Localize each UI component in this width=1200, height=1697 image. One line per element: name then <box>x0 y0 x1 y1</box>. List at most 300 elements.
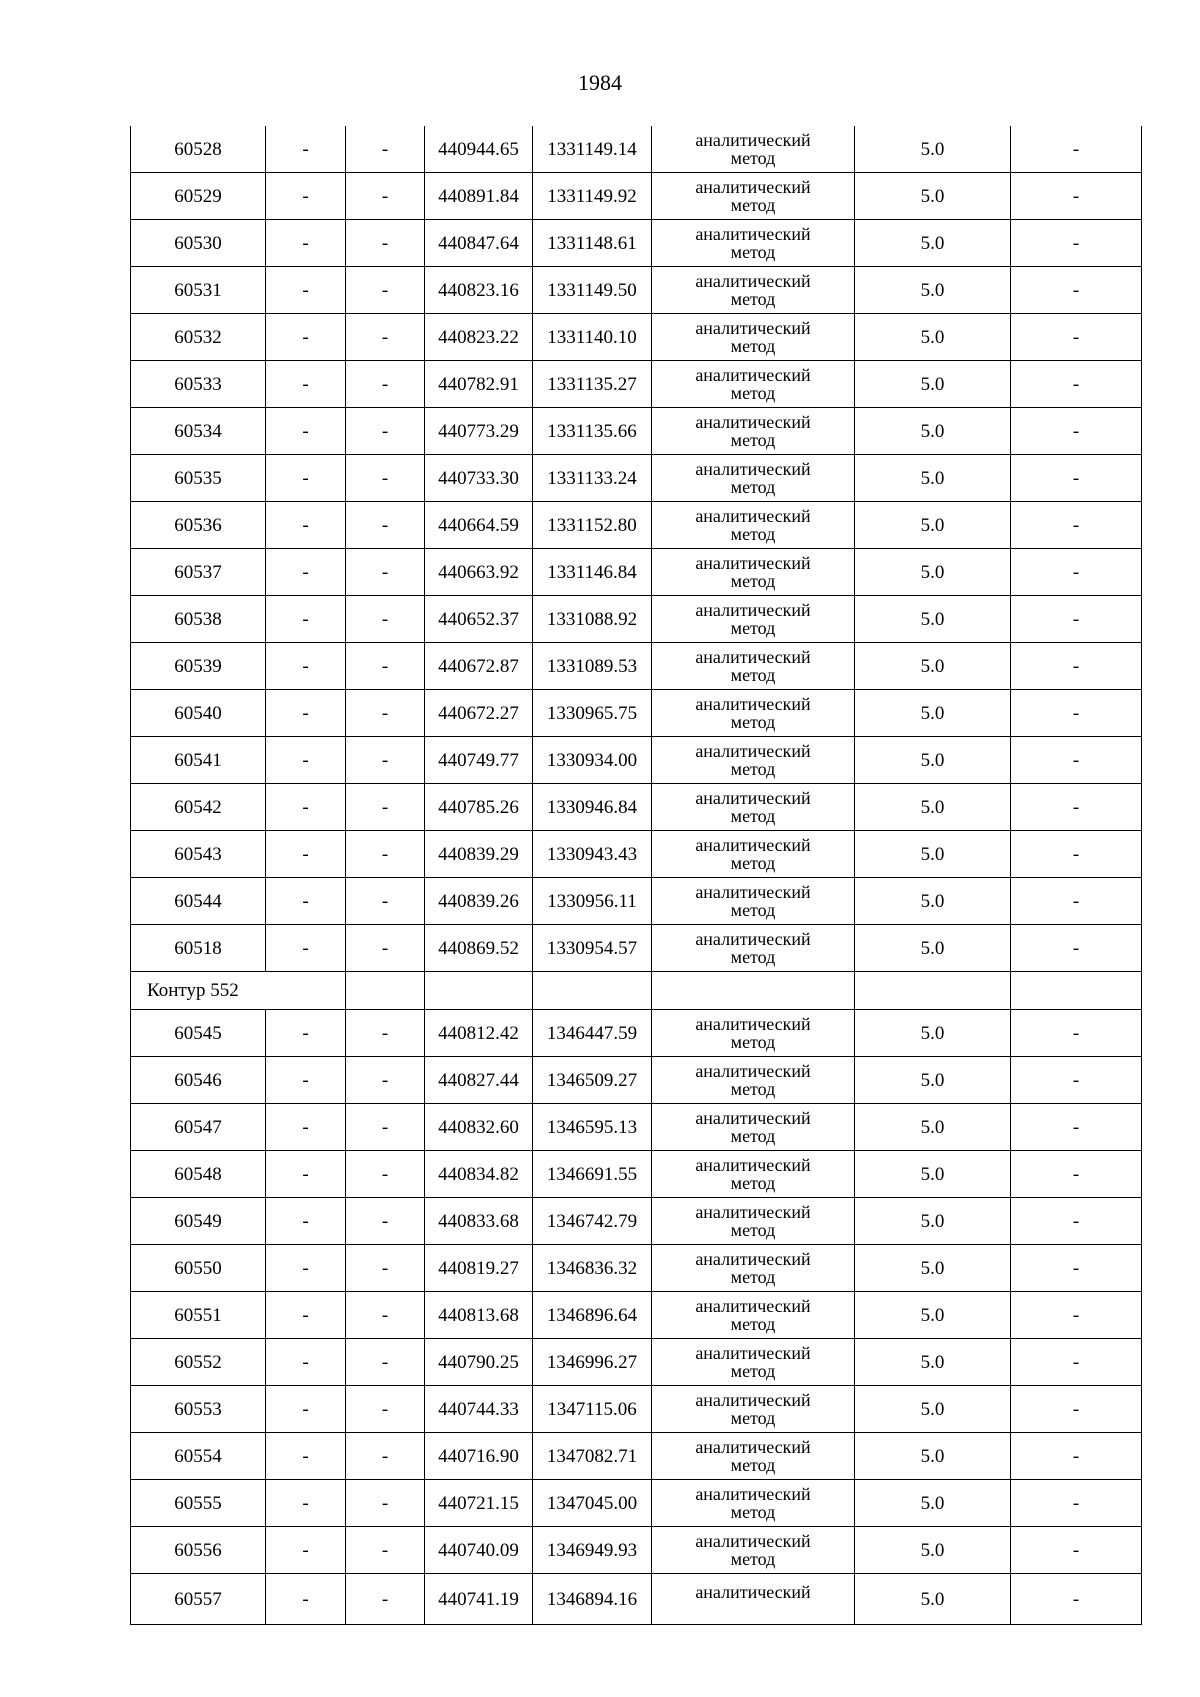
dash-cell: - <box>346 1245 425 1292</box>
point-number: 60544 <box>131 878 266 925</box>
method-cell <box>652 1386 855 1433</box>
method-line-2: метод <box>730 148 776 168</box>
accuracy: 5.0 <box>855 690 1011 737</box>
table-row <box>131 126 1142 173</box>
dash-cell: - <box>1011 1386 1142 1433</box>
dash-cell: - <box>1011 690 1142 737</box>
cell <box>1011 972 1142 1010</box>
dash-cell: - <box>1011 1527 1142 1574</box>
method-cell <box>652 878 855 925</box>
method-line-1: аналитический <box>695 1061 811 1081</box>
point-number: 60542 <box>131 784 266 831</box>
dash-cell: - <box>346 878 425 925</box>
table-row <box>131 925 1142 972</box>
dash-cell: - <box>266 878 346 925</box>
method-line-1: аналитический <box>695 271 811 291</box>
method-cell <box>652 690 855 737</box>
method-cell <box>652 643 855 690</box>
method-line-2: метод <box>730 1314 776 1334</box>
dash-cell: - <box>346 596 425 643</box>
x-coordinate: 440785.26 <box>425 784 533 831</box>
method-cell <box>652 1104 855 1151</box>
point-number: 60531 <box>131 267 266 314</box>
point-number: 60546 <box>131 1057 266 1104</box>
y-coordinate: 1331089.53 <box>533 643 652 690</box>
dash-cell: - <box>1011 1104 1142 1151</box>
dash-cell: - <box>1011 643 1142 690</box>
table-row <box>131 314 1142 361</box>
table-row <box>131 737 1142 784</box>
x-coordinate: 440813.68 <box>425 1292 533 1339</box>
accuracy: 5.0 <box>855 361 1011 408</box>
table-row <box>131 1574 1142 1625</box>
point-number: 60552 <box>131 1339 266 1386</box>
y-coordinate: 1346949.93 <box>533 1527 652 1574</box>
cell <box>533 972 652 1010</box>
accuracy: 5.0 <box>855 314 1011 361</box>
dash-cell: - <box>346 1151 425 1198</box>
method-line-2: метод <box>730 1079 776 1099</box>
method-line-1: аналитический <box>695 1390 811 1410</box>
dash-cell: - <box>346 1480 425 1527</box>
dash-cell: - <box>346 690 425 737</box>
table-row <box>131 1527 1142 1574</box>
dash-cell: - <box>346 549 425 596</box>
y-coordinate: 1331149.14 <box>533 126 652 173</box>
dash-cell: - <box>1011 314 1142 361</box>
dash-cell: - <box>1011 173 1142 220</box>
table-row <box>131 361 1142 408</box>
accuracy: 5.0 <box>855 408 1011 455</box>
method-line-2: метод <box>730 1502 776 1522</box>
x-coordinate: 440782.91 <box>425 361 533 408</box>
accuracy: 5.0 <box>855 267 1011 314</box>
point-number: 60518 <box>131 925 266 972</box>
accuracy: 5.0 <box>855 126 1011 173</box>
accuracy: 5.0 <box>855 502 1011 549</box>
dash-cell: - <box>266 314 346 361</box>
x-coordinate: 440790.25 <box>425 1339 533 1386</box>
point-number: 60550 <box>131 1245 266 1292</box>
cell <box>425 972 533 1010</box>
contour-points-group <box>131 1010 1142 1574</box>
method-cell <box>652 596 855 643</box>
dash-cell: - <box>1011 126 1142 173</box>
dash-cell: - <box>266 596 346 643</box>
accuracy: 5.0 <box>855 784 1011 831</box>
method-line-2: метод <box>730 477 776 497</box>
dash-cell: - <box>346 314 425 361</box>
cell <box>855 972 1011 1010</box>
point-number: 60538 <box>131 596 266 643</box>
dash-cell: - <box>1011 361 1142 408</box>
y-coordinate: 1331135.27 <box>533 361 652 408</box>
point-number: 60532 <box>131 314 266 361</box>
method-line-2: метод <box>730 947 776 967</box>
method-line-1: аналитический <box>695 412 811 432</box>
x-coordinate: 440832.60 <box>425 1104 533 1151</box>
table-row <box>131 643 1142 690</box>
dash-cell: - <box>1011 831 1142 878</box>
x-coordinate: 440672.27 <box>425 690 533 737</box>
method-line-2: метод <box>730 336 776 356</box>
point-number: 60555 <box>131 1480 266 1527</box>
x-coordinate: 440944.65 <box>425 126 533 173</box>
accuracy: 5.0 <box>855 1010 1011 1057</box>
dash-cell: - <box>1011 267 1142 314</box>
point-number: 60535 <box>131 455 266 502</box>
method-line-2: метод <box>730 806 776 826</box>
method-line-1: аналитический <box>695 177 811 197</box>
accuracy: 5.0 <box>855 831 1011 878</box>
point-number: 60528 <box>131 126 266 173</box>
x-coordinate: 440721.15 <box>425 1480 533 1527</box>
y-coordinate: 1346894.16 <box>533 1574 652 1625</box>
dash-cell: - <box>266 267 346 314</box>
dash-cell: - <box>346 455 425 502</box>
method-line-2: метод <box>730 1032 776 1052</box>
accuracy: 5.0 <box>855 549 1011 596</box>
method-cell <box>652 126 855 173</box>
method-cell: аналитический <box>652 1574 855 1625</box>
table-row <box>131 1198 1142 1245</box>
point-number: 60553 <box>131 1386 266 1433</box>
method-cell <box>652 1292 855 1339</box>
point-number: 60543 <box>131 831 266 878</box>
accuracy: 5.0 <box>855 878 1011 925</box>
point-number: 60537 <box>131 549 266 596</box>
table-row <box>131 596 1142 643</box>
accuracy: 5.0 <box>855 1527 1011 1574</box>
dash-cell: - <box>346 1104 425 1151</box>
dash-cell: - <box>1011 784 1142 831</box>
x-coordinate: 440733.30 <box>425 455 533 502</box>
point-number: 60551 <box>131 1292 266 1339</box>
method-line-2: метод <box>730 1361 776 1381</box>
table-row <box>131 1057 1142 1104</box>
point-number: 60536 <box>131 502 266 549</box>
contour-label: Контур 552 <box>131 972 346 1010</box>
method-cell <box>652 1339 855 1386</box>
point-number: 60529 <box>131 173 266 220</box>
x-coordinate: 440833.68 <box>425 1198 533 1245</box>
y-coordinate: 1331088.92 <box>533 596 652 643</box>
dash-cell: - <box>1011 1245 1142 1292</box>
method-line-1: аналитический <box>695 835 811 855</box>
dash-cell: - <box>266 1433 346 1480</box>
dash-cell: - <box>346 1339 425 1386</box>
x-coordinate: 440834.82 <box>425 1151 533 1198</box>
dash-cell: - <box>346 784 425 831</box>
dash-cell: - <box>1011 925 1142 972</box>
x-coordinate: 440847.64 <box>425 220 533 267</box>
method-cell <box>652 1480 855 1527</box>
table-row <box>131 878 1142 925</box>
y-coordinate: 1330965.75 <box>533 690 652 737</box>
dash-cell: - <box>266 1057 346 1104</box>
dash-cell: - <box>346 1527 425 1574</box>
table-row <box>131 690 1142 737</box>
point-number: 60549 <box>131 1198 266 1245</box>
x-coordinate: 440740.09 <box>425 1527 533 1574</box>
method-line-1: аналитический <box>695 1202 811 1222</box>
table-row <box>131 1104 1142 1151</box>
y-coordinate: 1347115.06 <box>533 1386 652 1433</box>
method-line-1: аналитический <box>695 741 811 761</box>
method-line-2: метод <box>730 1173 776 1193</box>
accuracy: 5.0 <box>855 173 1011 220</box>
table-row <box>131 1292 1142 1339</box>
accuracy: 5.0 <box>855 925 1011 972</box>
dash-cell: - <box>266 455 346 502</box>
dash-cell: - <box>346 643 425 690</box>
dash-cell: - <box>346 1386 425 1433</box>
x-coordinate: 440744.33 <box>425 1386 533 1433</box>
accuracy: 5.0 <box>855 643 1011 690</box>
dash-cell: - <box>266 173 346 220</box>
accuracy: 5.0 <box>855 1151 1011 1198</box>
dash-cell: - <box>1011 502 1142 549</box>
method-line-1: аналитический <box>695 1108 811 1128</box>
y-coordinate: 1331148.61 <box>533 220 652 267</box>
method-line-2: метод <box>730 383 776 403</box>
y-coordinate: 1331152.80 <box>533 502 652 549</box>
y-coordinate: 1346595.13 <box>533 1104 652 1151</box>
table-row <box>131 220 1142 267</box>
dash-cell: - <box>266 690 346 737</box>
dash-cell: - <box>1011 408 1142 455</box>
y-coordinate: 1331149.92 <box>533 173 652 220</box>
dash-cell: - <box>346 1010 425 1057</box>
point-number: 60533 <box>131 361 266 408</box>
point-number: 60547 <box>131 1104 266 1151</box>
dash-cell: - <box>346 925 425 972</box>
method-line-2: метод <box>730 430 776 450</box>
table-row <box>131 455 1142 502</box>
method-cell <box>652 1433 855 1480</box>
point-number: 60545 <box>131 1010 266 1057</box>
table-row <box>131 1010 1142 1057</box>
dash-cell: - <box>1011 1433 1142 1480</box>
method-line-2: метод <box>730 1267 776 1287</box>
dash-cell: - <box>266 643 346 690</box>
method-line-2: метод <box>730 195 776 215</box>
dash-cell: - <box>1011 1151 1142 1198</box>
accuracy: 5.0 <box>855 1292 1011 1339</box>
x-coordinate: 440672.87 <box>425 643 533 690</box>
point-number: 60534 <box>131 408 266 455</box>
y-coordinate: 1330934.00 <box>533 737 652 784</box>
y-coordinate: 1331146.84 <box>533 549 652 596</box>
point-number: 60539 <box>131 643 266 690</box>
method-line-1: аналитический <box>695 365 811 385</box>
method-cell <box>652 361 855 408</box>
point-number: 60530 <box>131 220 266 267</box>
dash-cell: - <box>266 126 346 173</box>
dash-cell: - <box>266 502 346 549</box>
dash-cell: - <box>266 1292 346 1339</box>
method-line-2: метод <box>730 759 776 779</box>
contour-points-group <box>131 126 1142 972</box>
point-number: 60557 <box>131 1574 266 1625</box>
table-row <box>131 1386 1142 1433</box>
dash-cell: - <box>1011 737 1142 784</box>
method-line-1: аналитический <box>695 506 811 526</box>
dash-cell: - <box>1011 1010 1142 1057</box>
method-line-1: аналитический <box>695 788 811 808</box>
dash-cell: - <box>266 1245 346 1292</box>
method-line-1: аналитический <box>695 224 811 244</box>
method-line-1: аналитический <box>695 318 811 338</box>
method-line-2: метод <box>730 900 776 920</box>
dash-cell: - <box>266 408 346 455</box>
cell <box>652 972 855 1010</box>
dash-cell: - <box>346 831 425 878</box>
y-coordinate: 1330956.11 <box>533 878 652 925</box>
accuracy: 5.0 <box>855 1480 1011 1527</box>
dash-cell: - <box>266 784 346 831</box>
point-number: 60541 <box>131 737 266 784</box>
point-number: 60554 <box>131 1433 266 1480</box>
y-coordinate: 1331135.66 <box>533 408 652 455</box>
method-cell <box>652 502 855 549</box>
x-coordinate: 440839.26 <box>425 878 533 925</box>
method-line-1: аналитический <box>695 882 811 902</box>
dash-cell: - <box>346 1433 425 1480</box>
method-line-1: аналитический <box>695 1531 811 1551</box>
x-coordinate: 440741.19 <box>425 1574 533 1625</box>
x-coordinate: 440812.42 <box>425 1010 533 1057</box>
method-line-1: аналитический <box>695 1014 811 1034</box>
y-coordinate: 1346742.79 <box>533 1198 652 1245</box>
method-line-1: аналитический <box>695 1437 811 1457</box>
method-line-1: аналитический <box>695 647 811 667</box>
dash-cell: - <box>1011 1480 1142 1527</box>
y-coordinate: 1330954.57 <box>533 925 652 972</box>
y-coordinate: 1346447.59 <box>533 1010 652 1057</box>
method-cell <box>652 925 855 972</box>
method-cell <box>652 737 855 784</box>
dash-cell: - <box>266 925 346 972</box>
x-coordinate: 440869.52 <box>425 925 533 972</box>
x-coordinate: 440819.27 <box>425 1245 533 1292</box>
table-row <box>131 549 1142 596</box>
method-line-1: аналитический <box>695 1296 811 1316</box>
dash-cell: - <box>1011 1057 1142 1104</box>
x-coordinate: 440749.77 <box>425 737 533 784</box>
x-coordinate: 440664.59 <box>425 502 533 549</box>
method-line-1: аналитический <box>695 553 811 573</box>
dash-cell: - <box>346 267 425 314</box>
dash-cell: - <box>346 1057 425 1104</box>
method-cell <box>652 267 855 314</box>
method-line-1: аналитический <box>695 1155 811 1175</box>
accuracy: 5.0 <box>855 1339 1011 1386</box>
method-cell <box>652 455 855 502</box>
y-coordinate: 1346691.55 <box>533 1151 652 1198</box>
point-number: 60540 <box>131 690 266 737</box>
dash-cell: - <box>266 737 346 784</box>
method-line-2: метод <box>730 712 776 732</box>
method-line-1: аналитический <box>695 1343 811 1363</box>
method-line-2: метод <box>730 1220 776 1240</box>
table-row <box>131 1245 1142 1292</box>
y-coordinate: 1331133.24 <box>533 455 652 502</box>
dash-cell: - <box>266 1104 346 1151</box>
method-cell <box>652 1010 855 1057</box>
method-cell <box>652 549 855 596</box>
method-line-2: метод <box>730 1126 776 1146</box>
dash-cell: - <box>266 549 346 596</box>
accuracy: 5.0 <box>855 1433 1011 1480</box>
y-coordinate: 1346896.64 <box>533 1292 652 1339</box>
dash-cell: - <box>1011 1292 1142 1339</box>
x-coordinate: 440823.22 <box>425 314 533 361</box>
table-row <box>131 267 1142 314</box>
method-cell <box>652 1151 855 1198</box>
contour-header-row <box>131 972 1142 1010</box>
dash-cell: - <box>266 1339 346 1386</box>
accuracy: 5.0 <box>855 1574 1011 1625</box>
method-line-2: метод <box>730 571 776 591</box>
dash-cell: - <box>346 502 425 549</box>
table-row <box>131 408 1142 455</box>
method-line-2: метод <box>730 1455 776 1475</box>
y-coordinate: 1346996.27 <box>533 1339 652 1386</box>
accuracy: 5.0 <box>855 220 1011 267</box>
dash-cell: - <box>346 220 425 267</box>
dash-cell: - <box>1011 220 1142 267</box>
method-line-1: аналитический <box>695 459 811 479</box>
table-row <box>131 1339 1142 1386</box>
accuracy: 5.0 <box>855 1057 1011 1104</box>
method-cell <box>652 1527 855 1574</box>
dash-cell: - <box>346 173 425 220</box>
x-coordinate: 440827.44 <box>425 1057 533 1104</box>
point-number: 60556 <box>131 1527 266 1574</box>
y-coordinate: 1347045.00 <box>533 1480 652 1527</box>
method-line-1: аналитический <box>695 600 811 620</box>
y-coordinate: 1347082.71 <box>533 1433 652 1480</box>
dash-cell: - <box>346 1198 425 1245</box>
method-cell <box>652 314 855 361</box>
dash-cell: - <box>1011 878 1142 925</box>
y-coordinate: 1331149.50 <box>533 267 652 314</box>
method-line-2: метод <box>730 853 776 873</box>
x-coordinate: 440663.92 <box>425 549 533 596</box>
accuracy: 5.0 <box>855 455 1011 502</box>
method-cell <box>652 220 855 267</box>
dash-cell: - <box>346 126 425 173</box>
dash-cell: - <box>266 831 346 878</box>
dash-cell: - <box>346 1574 425 1625</box>
contour-section <box>131 972 1142 1010</box>
table-row <box>131 173 1142 220</box>
method-line-2: метод <box>730 1408 776 1428</box>
x-coordinate: 440773.29 <box>425 408 533 455</box>
dash-cell: - <box>266 1386 346 1433</box>
dash-cell: - <box>266 220 346 267</box>
dash-cell: - <box>1011 596 1142 643</box>
dash-cell: - <box>266 1527 346 1574</box>
table-row <box>131 784 1142 831</box>
dash-cell: - <box>1011 455 1142 502</box>
table-row <box>131 1480 1142 1527</box>
accuracy: 5.0 <box>855 1104 1011 1151</box>
method-line-1: аналитический <box>695 130 811 150</box>
accuracy: 5.0 <box>855 737 1011 784</box>
method-cell <box>652 831 855 878</box>
